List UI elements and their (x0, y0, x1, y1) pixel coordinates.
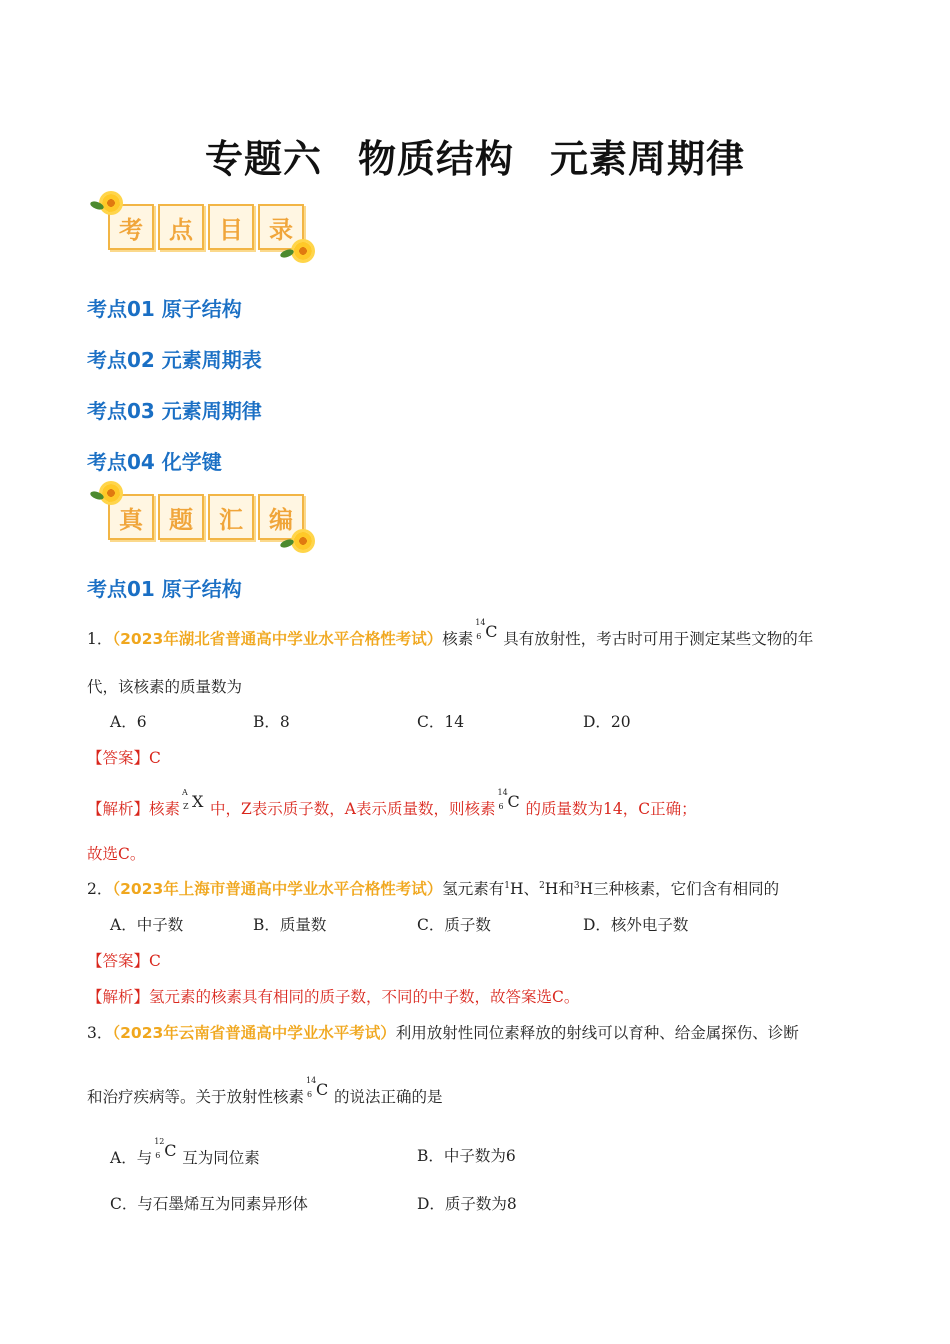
q3-line2: 和治疗疾病等。关于放射性核素 14 6 C 的说法正确的是 (87, 1076, 443, 1106)
q2-line1: 2．（2023年上海市普通高中学业水平合格性考试）氢元素有$^1$H、$^2$H和$^3$H三种核素，它们含有相同的 (87, 880, 780, 898)
q2-option-d: D．核外电子数 (583, 916, 689, 934)
q1-analysis: 【解析】核素 A Z X 中，Z表示质子数，A表示质量数，则核素 14 6 C 的质量数为14，C正确； (87, 788, 697, 818)
flower-icon (102, 484, 120, 502)
banner-char: 点 (158, 204, 204, 250)
banner-char: 目 (208, 204, 254, 250)
q3-option-d: D．质子数为8 (417, 1195, 517, 1213)
q1-answer: 【答案】C (87, 749, 161, 767)
q2-source: （2023年上海市普通高中学业水平合格性考试） (112, 880, 443, 898)
nuclide-c12: 12 6 C (154, 1137, 177, 1160)
title-subject: 物质结构 (357, 137, 514, 181)
q1-option-c: C．14 (417, 713, 465, 731)
q1-text: 核素 (442, 630, 474, 648)
banner-char: 录 (258, 204, 304, 250)
banner-char: 编 (258, 494, 304, 540)
title-law: 元素周期律 (550, 137, 746, 181)
q3-option-c: C．与石墨烯互为同素异形体 (110, 1195, 308, 1213)
banner-toc (108, 200, 304, 250)
toc-item-3[interactable]: 考点03 元素周期律 (87, 399, 262, 423)
nuclide-c14: 14 6 C (497, 788, 520, 811)
q1-analysis-end: 故选C。 (87, 845, 146, 863)
q2-option-c: C．质子数 (417, 916, 491, 934)
q2-answer: 【答案】C (87, 952, 161, 970)
nuclide-c14: 14 6 C (306, 1076, 329, 1099)
toc-item-2[interactable]: 考点02 元素周期表 (87, 348, 262, 372)
q2-option-b: B．质量数 (253, 916, 327, 934)
toc-item-4[interactable]: 考点04 化学键 (87, 450, 222, 474)
q1-source: （2023年湖北省普通高中学业水平合格性考试） (112, 630, 443, 648)
page-title (0, 128, 950, 183)
title-topic: 专题六 (204, 137, 322, 181)
flower-icon (294, 532, 312, 550)
banner-char: 真 (108, 494, 154, 540)
q1-text: 具有放射性，考古时可用于测定某些文物的年 (503, 630, 814, 648)
q1-line1 (87, 618, 814, 650)
banner-char: 题 (158, 494, 204, 540)
q3-option-b: B．中子数为6 (417, 1147, 516, 1165)
q2-analysis: 【解析】氢元素的核素具有相同的质子数，不同的中子数，故答案选C。 (87, 988, 580, 1006)
q1-option-d: D．20 (583, 713, 631, 731)
q1-line2: 代，该核素的质量数为 (87, 678, 243, 696)
banner-char: 考 (108, 204, 154, 250)
toc-item-1[interactable]: 考点01 原子结构 (87, 297, 242, 321)
flower-icon (294, 242, 312, 260)
q1-number: 1． (87, 630, 113, 648)
q1-option-b: B．8 (253, 713, 290, 731)
q3-option-a: A．与 12 6 C 互为同位素 (110, 1137, 260, 1167)
banner-exams (108, 490, 304, 540)
nuclide-c14: 14 6 C (475, 618, 498, 641)
q3-source: （2023年云南省普通高中学业水平考试） (112, 1024, 396, 1042)
q1-option-a: A．6 (110, 713, 147, 731)
q3-line1: 3．（2023年云南省普通高中学业水平考试）利用放射性同位素释放的射线可以育种、给金属探伤、诊断 (87, 1024, 799, 1042)
nuclide-x: A Z X (182, 788, 204, 811)
flower-icon (102, 194, 120, 212)
banner-char: 汇 (208, 494, 254, 540)
q2-option-a: A．中子数 (110, 916, 184, 934)
section-heading: 考点01 原子结构 (87, 577, 242, 601)
